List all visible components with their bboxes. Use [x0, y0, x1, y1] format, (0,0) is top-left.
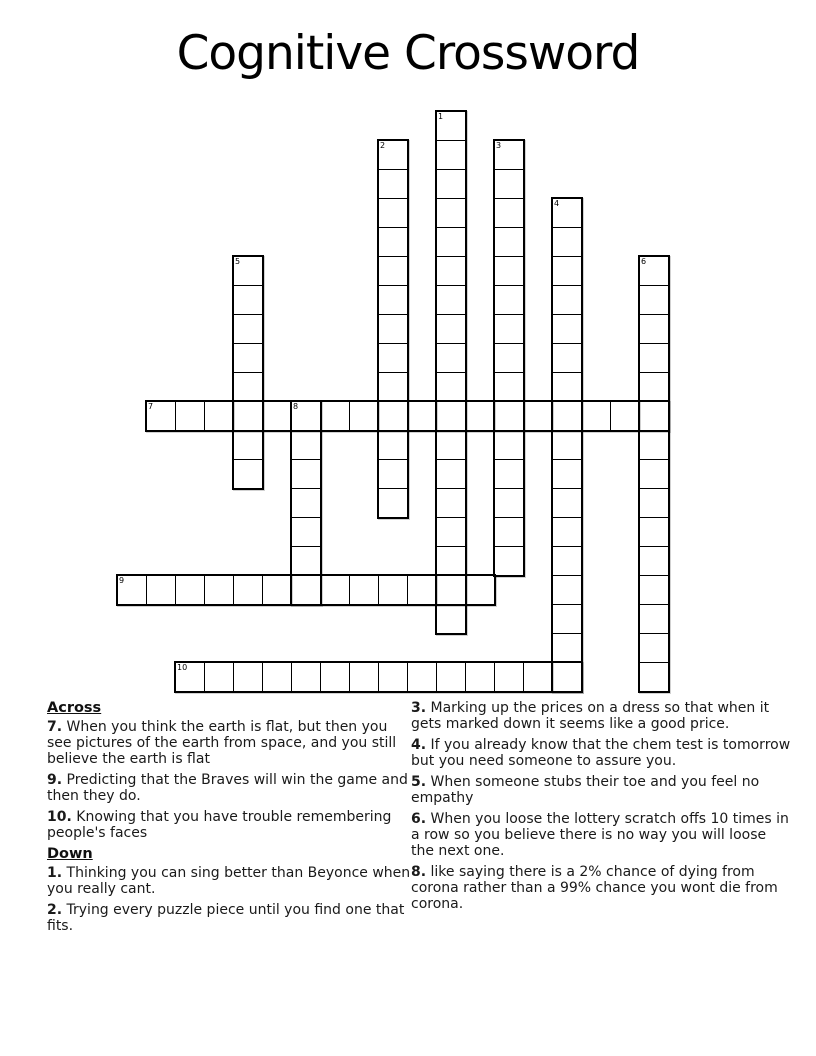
- grid-cell[interactable]: [494, 372, 524, 402]
- cell-number: 4: [554, 199, 560, 208]
- down-clue-list-left: [47, 865, 413, 934]
- grid-cell[interactable]: [320, 401, 350, 431]
- grid-cell[interactable]: [494, 140, 524, 170]
- grid-cell[interactable]: [378, 169, 408, 199]
- grid-cell[interactable]: [291, 488, 321, 518]
- grid-cell[interactable]: [639, 575, 669, 605]
- grid-cell[interactable]: [233, 662, 263, 692]
- grid-cell[interactable]: [407, 575, 437, 605]
- grid-cell[interactable]: [552, 372, 582, 402]
- clue-text: Thinking you can sing better than Beyonce when you really cant.: [47, 865, 411, 897]
- clue-across-10: [47, 809, 413, 841]
- grid-cell[interactable]: [581, 401, 611, 431]
- grid-cell[interactable]: [436, 169, 466, 199]
- grid-cell[interactable]: [436, 662, 466, 692]
- clue-text: When you loose the lottery scratch offs 10 times in a row so you believe there is no way you will loose the next one.: [411, 811, 789, 859]
- clue-down-2: [47, 902, 413, 934]
- cell-number: 6: [641, 257, 647, 266]
- grid-cell[interactable]: [175, 662, 205, 692]
- grid-cell[interactable]: [552, 662, 582, 692]
- grid-cell[interactable]: [494, 169, 524, 199]
- across-clue-list: [47, 719, 413, 841]
- grid-cell[interactable]: [436, 401, 466, 431]
- grid-cell[interactable]: [378, 488, 408, 518]
- page-title: Cognitive Crossword: [176, 26, 640, 81]
- grid-cell[interactable]: [523, 401, 553, 431]
- grid-cell[interactable]: [204, 662, 234, 692]
- clue-text: Knowing that you have trouble remembering people's faces: [47, 809, 392, 841]
- grid-cell[interactable]: [436, 285, 466, 315]
- grid-cell[interactable]: [552, 227, 582, 257]
- grid-cell[interactable]: [639, 430, 669, 460]
- down-clue-list-right: [411, 700, 791, 912]
- clue-number: 9.: [47, 772, 63, 788]
- grid-cell[interactable]: [378, 372, 408, 402]
- clue-down-8: [411, 864, 791, 912]
- grid-cell[interactable]: [639, 517, 669, 547]
- clue-number: 8.: [411, 864, 427, 880]
- grid-cell[interactable]: [552, 285, 582, 315]
- grid-cell[interactable]: [291, 459, 321, 489]
- grid-cell[interactable]: [494, 314, 524, 344]
- grid-cell[interactable]: [233, 256, 263, 286]
- grid-cell[interactable]: [378, 256, 408, 286]
- grid-cell[interactable]: [349, 401, 379, 431]
- grid-cell[interactable]: [639, 633, 669, 663]
- grid-cell[interactable]: [639, 256, 669, 286]
- grid-cell[interactable]: [233, 372, 263, 402]
- cell-number: 8: [293, 402, 299, 411]
- grid-cell[interactable]: [291, 430, 321, 460]
- grid-cell[interactable]: [494, 227, 524, 257]
- clue-text: When you think the earth is flat, but then you see pictures of the earth from space, and you still believe the earth is flat: [47, 719, 397, 767]
- grid-cell[interactable]: [204, 575, 234, 605]
- grid-cell[interactable]: [378, 575, 408, 605]
- clue-text: Trying every puzzle piece until you find one that fits.: [47, 902, 405, 934]
- grid-cell[interactable]: [552, 343, 582, 373]
- grid-cell[interactable]: [291, 401, 321, 431]
- grid-cell[interactable]: [378, 662, 408, 692]
- grid-cell[interactable]: [639, 546, 669, 576]
- clue-number: 2.: [47, 902, 63, 918]
- grid-cell[interactable]: [436, 459, 466, 489]
- grid-cell[interactable]: [378, 198, 408, 228]
- grid-cell[interactable]: [639, 285, 669, 315]
- grid-cell[interactable]: [552, 430, 582, 460]
- clue-number: 3.: [411, 700, 427, 716]
- clue-number: 5.: [411, 774, 427, 790]
- grid-cell[interactable]: [465, 575, 495, 605]
- grid-cell[interactable]: [262, 662, 292, 692]
- clue-down-1: [47, 865, 413, 897]
- grid-cell[interactable]: [407, 662, 437, 692]
- cell-number: 5: [235, 257, 241, 266]
- grid-cell[interactable]: [436, 198, 466, 228]
- grid-cell[interactable]: [552, 633, 582, 663]
- grid-cell[interactable]: [291, 575, 321, 605]
- cell-number: 3: [496, 141, 502, 150]
- grid-cell[interactable]: [262, 575, 292, 605]
- grid-cell[interactable]: [523, 662, 553, 692]
- grid-cell[interactable]: [378, 343, 408, 373]
- grid-cell[interactable]: [552, 401, 582, 431]
- grid-cell[interactable]: [378, 401, 408, 431]
- grid-cell[interactable]: [146, 401, 176, 431]
- grid-cell[interactable]: [378, 430, 408, 460]
- grid-cell[interactable]: [552, 459, 582, 489]
- grid-cell[interactable]: [407, 401, 437, 431]
- clue-text: Predicting that the Braves will win the game and then they do.: [47, 772, 408, 804]
- grid-cell[interactable]: [639, 488, 669, 518]
- grid-cell[interactable]: [552, 488, 582, 518]
- grid-cell[interactable]: [233, 314, 263, 344]
- grid-cell[interactable]: [233, 575, 263, 605]
- cell-number: 10: [177, 663, 188, 672]
- grid-cell[interactable]: [291, 517, 321, 547]
- across-header: Across: [47, 700, 102, 716]
- grid-cell[interactable]: [436, 604, 466, 634]
- grid-cell[interactable]: [494, 459, 524, 489]
- cell-number: 1: [438, 112, 444, 121]
- grid-cell[interactable]: [552, 546, 582, 576]
- grid-cell[interactable]: [465, 401, 495, 431]
- grid-cell[interactable]: [378, 227, 408, 257]
- grid-cell[interactable]: [639, 604, 669, 634]
- grid-cell[interactable]: [262, 401, 292, 431]
- clue-number: 4.: [411, 737, 427, 753]
- cell-number: 9: [119, 576, 125, 585]
- grid-cell[interactable]: [320, 575, 350, 605]
- grid-cell[interactable]: [349, 575, 379, 605]
- grid-cell[interactable]: [639, 401, 669, 431]
- grid-cell[interactable]: [378, 285, 408, 315]
- clue-text: Marking up the prices on a dress so that when it gets marked down it seems like a good price.: [411, 700, 770, 732]
- grid-cell[interactable]: [233, 343, 263, 373]
- grid-cell[interactable]: [436, 575, 466, 605]
- grid-cell[interactable]: [494, 517, 524, 547]
- grid-cell[interactable]: [117, 575, 147, 605]
- grid-cell[interactable]: [378, 140, 408, 170]
- clue-down-5: [411, 774, 791, 806]
- grid-cell[interactable]: [436, 227, 466, 257]
- grid-cell[interactable]: [436, 488, 466, 518]
- cell-number: 7: [148, 402, 154, 411]
- grid-cell[interactable]: [175, 575, 205, 605]
- grid-cell[interactable]: [175, 401, 205, 431]
- grid-cell[interactable]: [639, 459, 669, 489]
- grid-cell[interactable]: [233, 401, 263, 431]
- grid-cell[interactable]: [436, 111, 466, 141]
- clue-across-9: [47, 772, 413, 804]
- grid-cell[interactable]: [436, 546, 466, 576]
- grid-cell[interactable]: [291, 662, 321, 692]
- grid-cell[interactable]: [552, 198, 582, 228]
- grid-cell[interactable]: [552, 604, 582, 634]
- grid-cell[interactable]: [233, 285, 263, 315]
- grid-cell[interactable]: [465, 662, 495, 692]
- clue-number: 10.: [47, 809, 72, 825]
- grid-cell[interactable]: [610, 401, 640, 431]
- grid-cell[interactable]: [494, 430, 524, 460]
- grid-cell[interactable]: [494, 488, 524, 518]
- grid-cell[interactable]: [378, 459, 408, 489]
- grid-cell[interactable]: [436, 140, 466, 170]
- grid-cell[interactable]: [291, 546, 321, 576]
- grid-cell[interactable]: [378, 314, 408, 344]
- grid-cell[interactable]: [494, 401, 524, 431]
- grid-cell[interactable]: [639, 372, 669, 402]
- grid-cell[interactable]: [552, 575, 582, 605]
- grid-cell[interactable]: [204, 401, 234, 431]
- clue-text: When someone stubs their toe and you feel no empathy: [411, 774, 760, 806]
- grid-cell[interactable]: [436, 517, 466, 547]
- grid-cell[interactable]: [233, 459, 263, 489]
- grid-cell[interactable]: [494, 662, 524, 692]
- grid-cell[interactable]: [436, 372, 466, 402]
- clue-number: 1.: [47, 865, 63, 881]
- grid-cell[interactable]: [436, 343, 466, 373]
- clue-number: 6.: [411, 811, 427, 827]
- grid-cell[interactable]: [494, 285, 524, 315]
- clue-across-7: [47, 719, 413, 767]
- clue-text: like saying there is a 2% chance of dying from corona rather than a 99% chance you wont die from corona.: [411, 864, 778, 912]
- grid-cell[interactable]: [494, 198, 524, 228]
- clues-left-column: [47, 700, 413, 939]
- grid-cell[interactable]: [639, 343, 669, 373]
- grid-cell[interactable]: [233, 430, 263, 460]
- grid-cell[interactable]: [494, 343, 524, 373]
- clue-down-4: [411, 737, 791, 769]
- grid-cell[interactable]: [436, 430, 466, 460]
- clue-down-6: [411, 811, 791, 859]
- grid-cell[interactable]: [552, 517, 582, 547]
- grid-cell[interactable]: [494, 256, 524, 286]
- grid-cell[interactable]: [639, 662, 669, 692]
- grid-cell[interactable]: [552, 256, 582, 286]
- grid-cell[interactable]: [639, 314, 669, 344]
- grid-cell[interactable]: [436, 256, 466, 286]
- clue-number: 7.: [47, 719, 63, 735]
- down-header: Down: [47, 846, 93, 862]
- cell-number: 2: [380, 141, 386, 150]
- grid-cell[interactable]: [436, 314, 466, 344]
- grid-cell[interactable]: [552, 314, 582, 344]
- grid-cell[interactable]: [494, 546, 524, 576]
- grid-cell[interactable]: [146, 575, 176, 605]
- clue-down-3: [411, 700, 791, 732]
- clue-text: If you already know that the chem test is tomorrow but you need someone to assure you.: [411, 737, 791, 769]
- grid-cell[interactable]: [320, 662, 350, 692]
- clues-right-column: [411, 700, 791, 917]
- grid-cell[interactable]: [349, 662, 379, 692]
